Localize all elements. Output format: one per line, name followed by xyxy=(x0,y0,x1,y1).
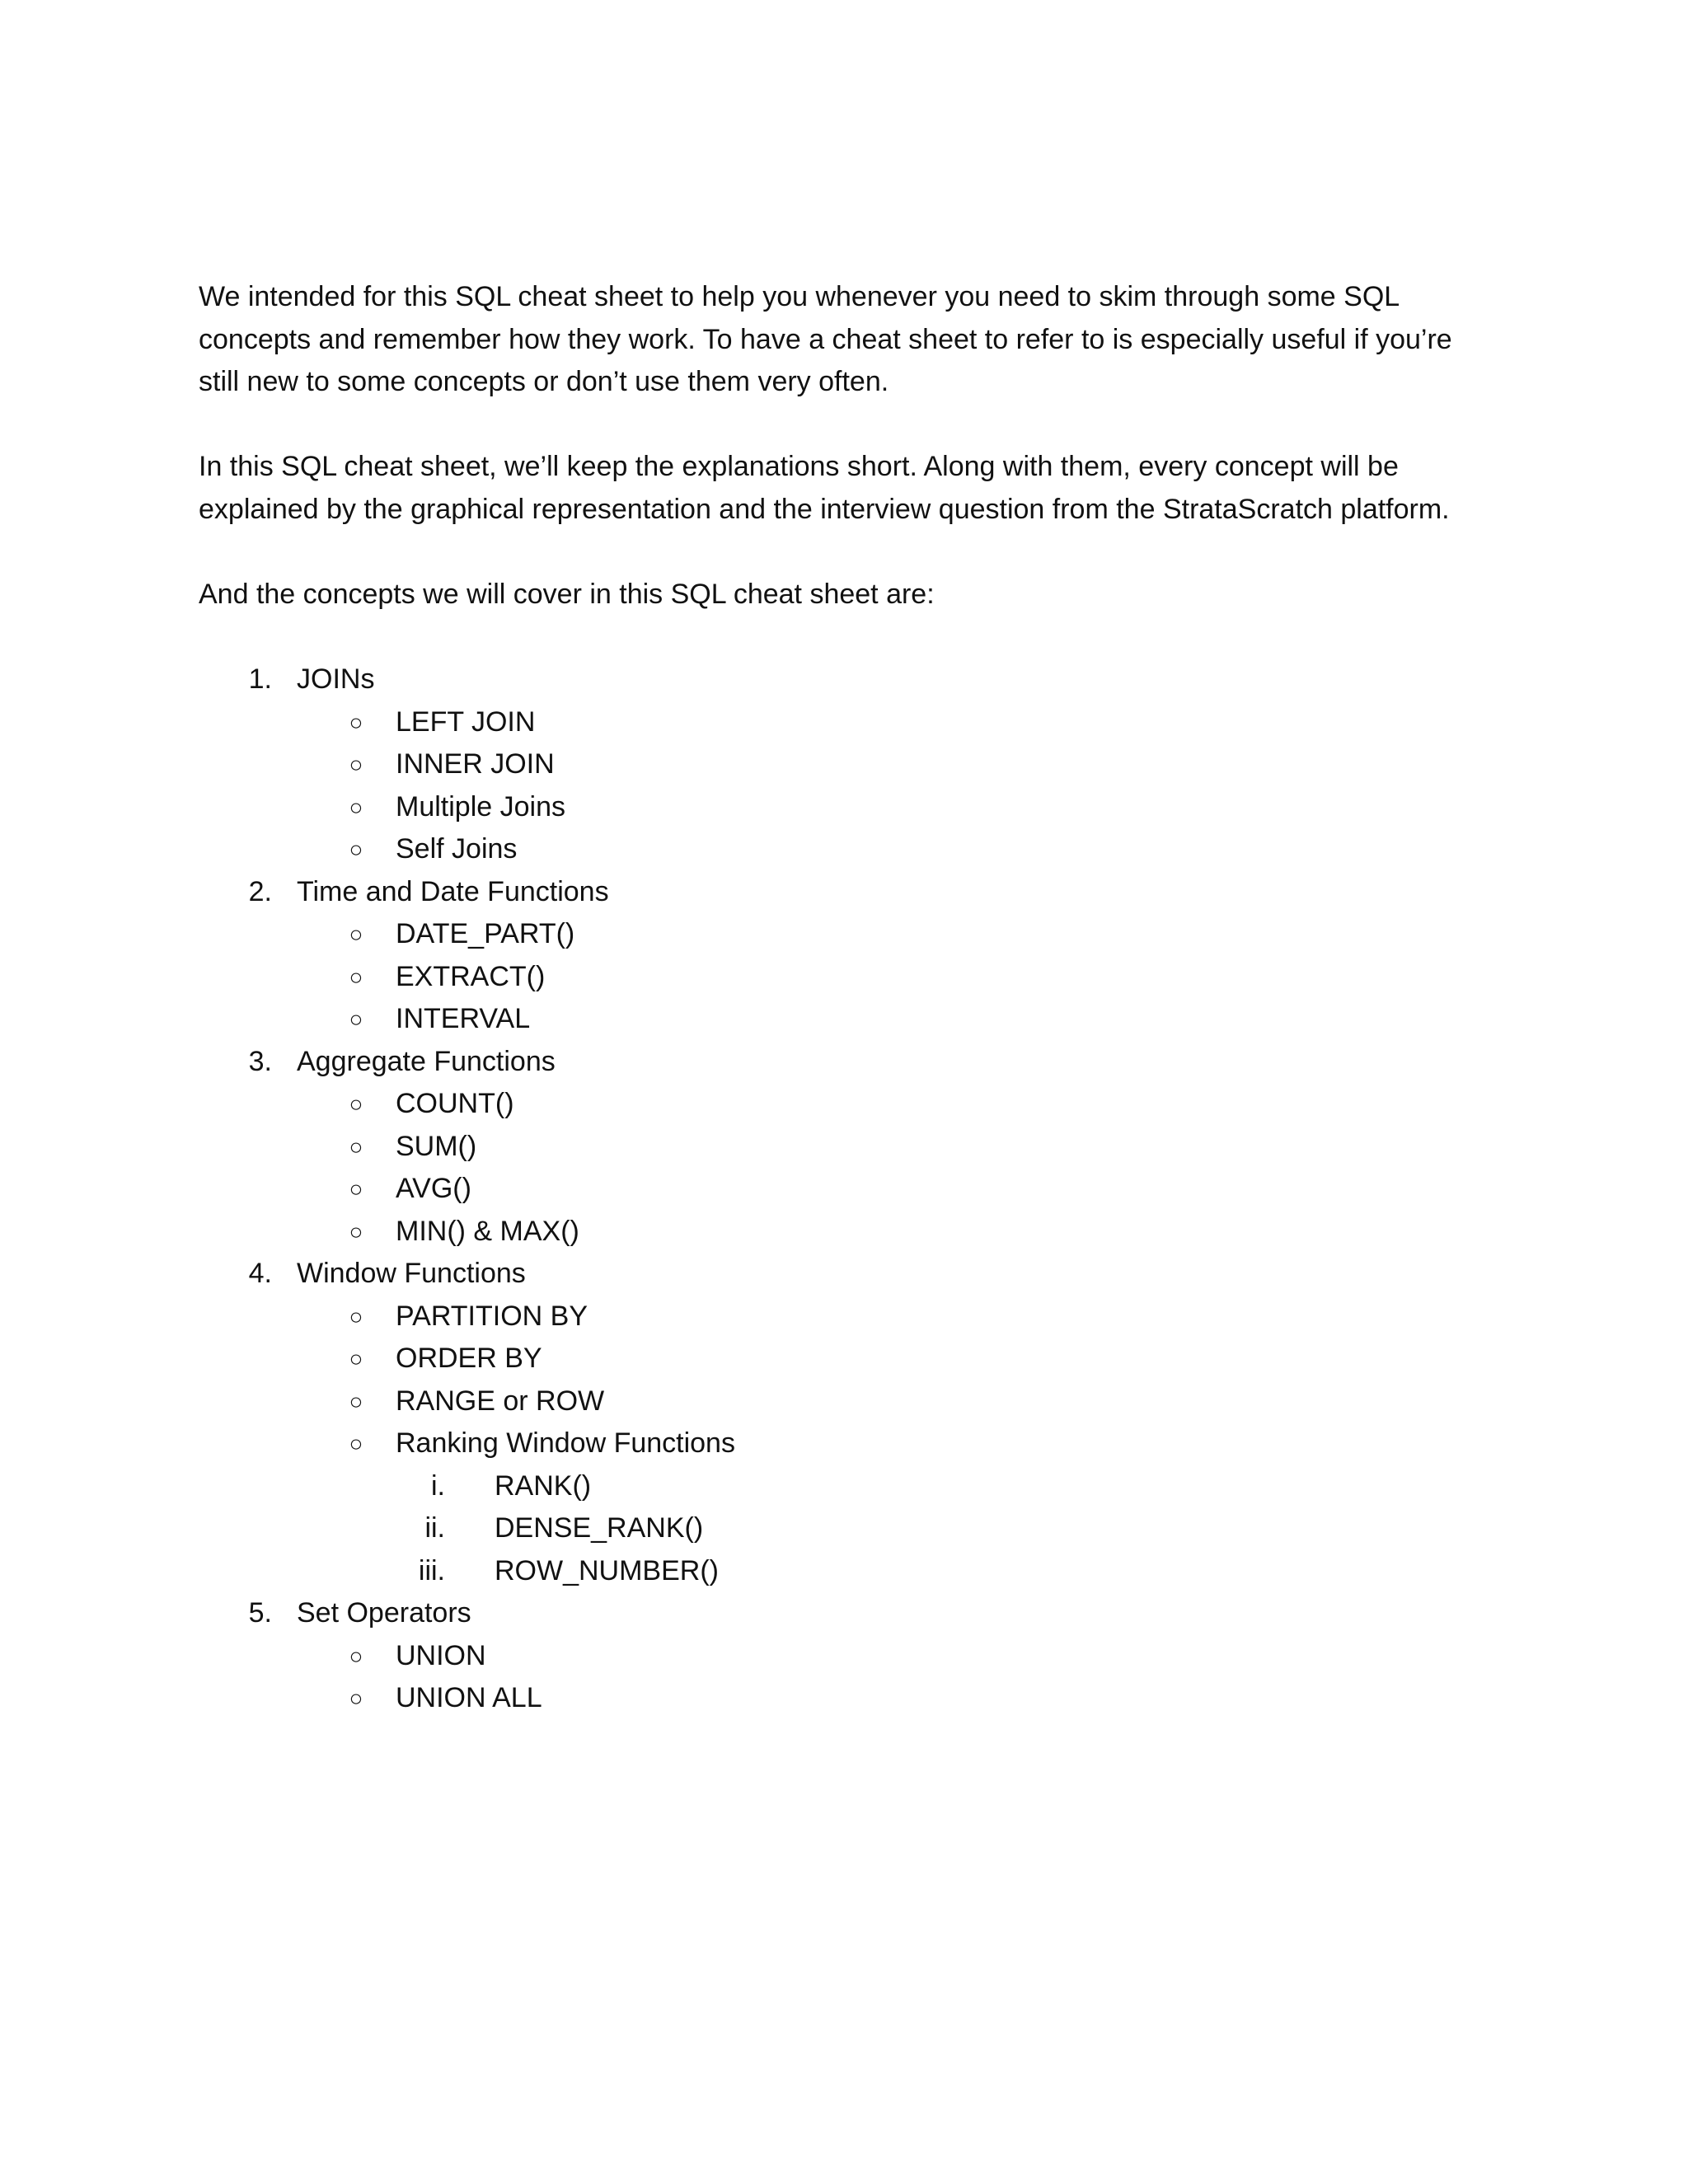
roman-numeral: ii. xyxy=(424,1512,445,1544)
sub-item xyxy=(0,1635,1688,1678)
hollow-circle-bullet-icon: ○ xyxy=(349,1303,363,1329)
sub-item xyxy=(0,743,1688,786)
sub-sub-item-label: RANK() xyxy=(495,1469,592,1502)
sub-item-label: Ranking Window Functions xyxy=(396,1427,735,1459)
sub-item xyxy=(0,956,1688,999)
sub-item xyxy=(0,1338,1688,1380)
concepts-lead-in: And the concepts we will cover in this SQL cheat sheet are: xyxy=(199,579,935,610)
outline-item-aggregate xyxy=(0,1041,1688,1084)
sub-item-label: RANGE or ROW xyxy=(396,1385,605,1417)
outline-item-set-operators xyxy=(0,1592,1688,1635)
sub-item xyxy=(0,1422,1688,1465)
sub-item-label: COUNT() xyxy=(396,1088,514,1119)
outline-item-label: JOINs xyxy=(297,663,375,695)
sub-item-label: INNER JOIN xyxy=(396,748,555,780)
sub-item xyxy=(0,1380,1688,1423)
outline-item-label: Time and Date Functions xyxy=(297,875,609,907)
sub-item-label: LEFT JOIN xyxy=(396,705,536,738)
sub-item xyxy=(0,1296,1688,1338)
hollow-circle-bullet-icon: ○ xyxy=(349,1346,363,1371)
sub-sub-item-label: ROW_NUMBER() xyxy=(495,1554,719,1586)
sub-item xyxy=(0,1126,1688,1169)
explanation-paragraph: In this SQL cheat sheet, we’ll keep the explanations short. Along with them, every concept will be explained by the graphical representation and the interview question from the StrataScratch platform. xyxy=(199,451,1450,525)
sub-item-label: PARTITION BY xyxy=(396,1300,588,1332)
sub-item-label: Self Joins xyxy=(396,833,518,865)
sub-item-label: UNION xyxy=(396,1639,486,1671)
hollow-circle-bullet-icon: ○ xyxy=(349,1388,363,1414)
hollow-circle-bullet-icon: ○ xyxy=(349,963,363,990)
outline-item-label: Set Operators xyxy=(297,1597,471,1629)
hollow-circle-bullet-icon: ○ xyxy=(349,709,363,735)
hollow-circle-bullet-icon: ○ xyxy=(349,921,363,947)
sub-item-label: EXTRACT() xyxy=(396,960,546,992)
sub-item xyxy=(0,1677,1688,1720)
hollow-circle-bullet-icon: ○ xyxy=(349,1176,363,1202)
sub-item xyxy=(0,701,1688,744)
sub-item xyxy=(0,1168,1688,1211)
list-number: 5. xyxy=(248,1597,272,1629)
outline-item-window xyxy=(0,1253,1688,1296)
hollow-circle-bullet-icon: ○ xyxy=(349,1091,363,1117)
hollow-circle-bullet-icon: ○ xyxy=(349,1431,363,1456)
sub-sub-item-label: DENSE_RANK() xyxy=(495,1512,704,1544)
outline-item-label: Window Functions xyxy=(297,1258,526,1289)
list-number: 3. xyxy=(248,1045,272,1077)
outline-item-label: Aggregate Functions xyxy=(297,1045,556,1077)
sub-item xyxy=(0,998,1688,1041)
sub-item xyxy=(0,1083,1688,1126)
hollow-circle-bullet-icon: ○ xyxy=(349,1685,363,1711)
hollow-circle-bullet-icon: ○ xyxy=(349,794,363,820)
sub-item-label: ORDER BY xyxy=(396,1343,542,1374)
sub-item xyxy=(0,1211,1688,1254)
roman-numeral: i. xyxy=(431,1469,445,1502)
hollow-circle-bullet-icon: ○ xyxy=(349,1133,363,1160)
concepts-outline xyxy=(0,658,1688,1720)
sub-item-label: MIN() & MAX() xyxy=(396,1215,579,1247)
sub-item xyxy=(0,913,1688,956)
hollow-circle-bullet-icon: ○ xyxy=(349,1006,363,1032)
sub-sub-item xyxy=(0,1507,1688,1550)
sub-item-label: DATE_PART() xyxy=(396,918,575,949)
intro-paragraph: We intended for this SQL cheat sheet to help you whenever you need to skim through some SQL concepts and remember how they work. To have a cheat sheet to refer to is especially useful if you’re still new to some concepts or don’t use them very often. xyxy=(199,281,1452,397)
outline-item-joins xyxy=(0,658,1688,701)
sub-item-label: AVG() xyxy=(396,1173,471,1204)
sub-item-label: UNION ALL xyxy=(396,1682,542,1713)
sub-item xyxy=(0,786,1688,829)
list-number: 1. xyxy=(248,663,272,695)
outline-item-time-and-date xyxy=(0,871,1688,914)
hollow-circle-bullet-icon: ○ xyxy=(349,1218,363,1244)
list-number: 2. xyxy=(248,875,272,907)
hollow-circle-bullet-icon: ○ xyxy=(349,752,363,777)
sub-item-label: SUM() xyxy=(396,1130,477,1162)
sub-item-label: Multiple Joins xyxy=(396,790,565,823)
hollow-circle-bullet-icon: ○ xyxy=(349,837,363,862)
sub-sub-item xyxy=(0,1550,1688,1593)
list-number: 4. xyxy=(248,1258,272,1289)
sub-sub-item xyxy=(0,1465,1688,1508)
roman-numeral: iii. xyxy=(418,1554,445,1586)
hollow-circle-bullet-icon: ○ xyxy=(349,1643,363,1669)
sub-item xyxy=(0,828,1688,871)
sub-item-label: INTERVAL xyxy=(396,1003,531,1034)
